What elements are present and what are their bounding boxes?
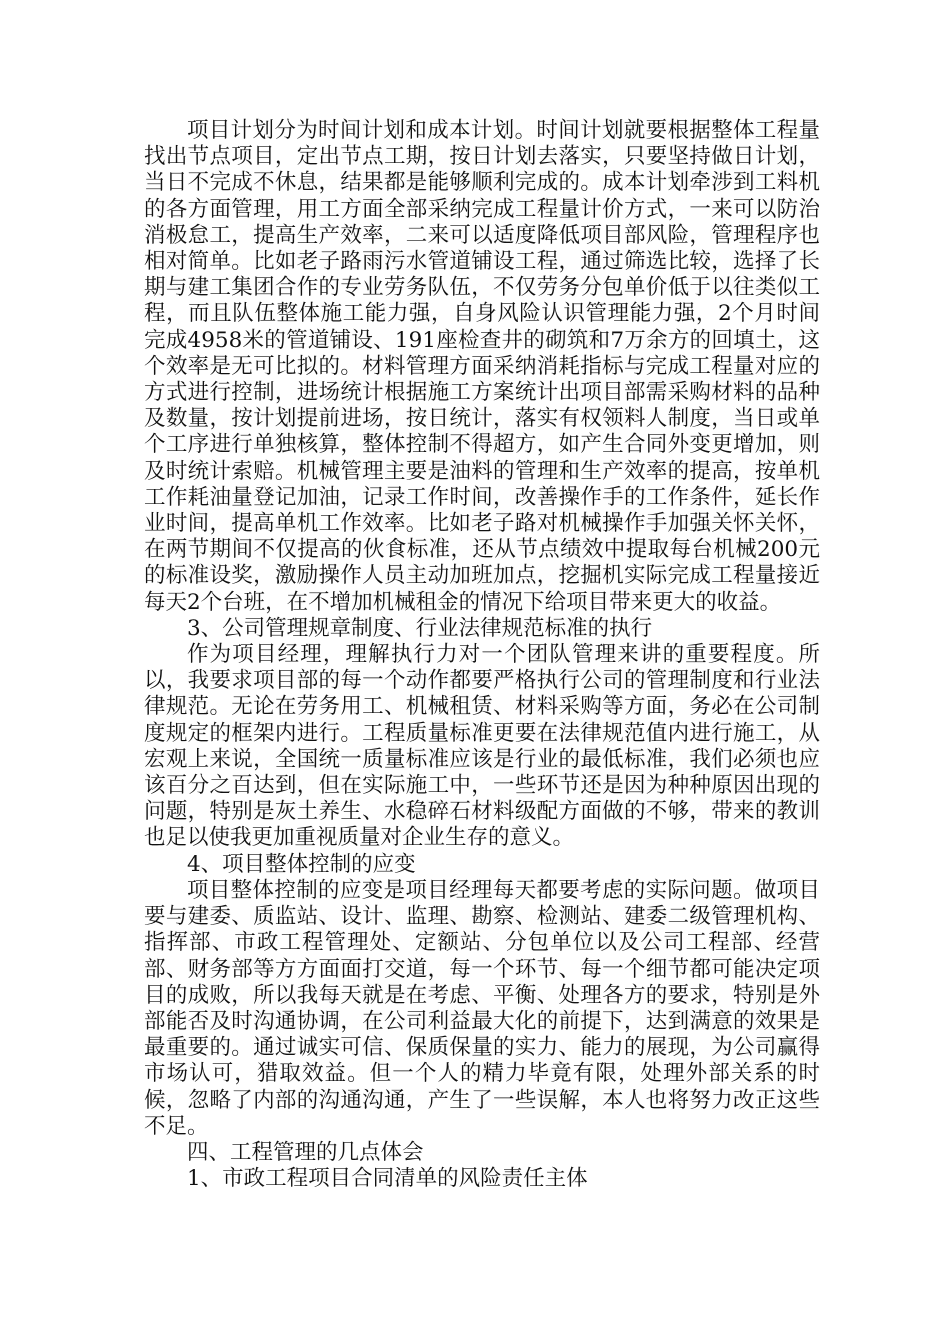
section-heading-overall-control: 4、项目整体控制的应变 — [187, 851, 416, 877]
chapter-heading-experience: 四、工程管理的几点体会 — [187, 1139, 424, 1165]
paragraph-regulations: 作为项目经理，理解执行力对一个团队管理来讲的重要程度。所以，我要求项目部的每一个动作都要严格执行公司的管理制度和行业法律规范。无论在劳务用工、机械租赁、材料采购等方面，务必在公司制度规定的框架内进行。工程质量标准更要在法律规范值内进行施工，从宏观上来说，全国统一质量标准应该是行业的最低标准，我们必须也应该百分之百达到，但在实际施工中，一些环节还是因为种种原因出现的问题，特别是灰土养生、水稳碎石材料级配方面做的不够，带来的教训也足以使我更加重视质量对企业生存的意义。 — [144, 642, 820, 851]
section-heading-regulations: 3、公司管理规章制度、行业法律规范标准的执行 — [187, 615, 653, 641]
paragraph-overall-control: 项目整体控制的应变是项目经理每天都要考虑的实际问题。做项目要与建委、质监站、设计、监理、勘察、检测站、建委二级管理机构、指挥部、市政工程管理处、定额站、分包单位以及公司工程部、经营部、财务部等方方面面打交道，每一个环节、每一个细节都可能决定项目的成败，所以我每天就是在考虑、平衡、处理各方的要求，特别是外部能否及时沟通协调，在公司利益最大化的前提下，达到满意的效果是最重要的。通过诚实可信、保质保量的实力、能力的展现，为公司赢得市场认可，猎取效益。但一个人的精力毕竟有限，处理外部关系的时候，忽略了内部的沟通沟通，产生了一些误解，本人也将努力改正这些不足。 — [144, 877, 820, 1139]
document-body — [144, 118, 820, 1192]
paragraph-project-planning: 项目计划分为时间计划和成本计划。时间计划就要根据整体工程量找出节点项目，定出节点工期，按日计划去落实，只要坚持做日计划，当日不完成不休息，结果都是能够顺利完成的。成本计划牵涉到工料机的各方面管理，用工方面全部采纳完成工程量计价方式，一来可以防治消极怠工，提高生产效率，二来可以适度降低项目部风险，管理程序也相对简单。比如老子路雨污水管道铺设工程，通过筛选比较，选择了长期与建工集团合作的专业劳务队伍，不仅劳务分包单价低于以往类似工程，而且队伍整体施工能力强，自身风险认识管理能力强，2个月时间完成4958米的管道铺设、191座检查井的砌筑和7万余方的回填土，这个效率是无可比拟的。材料管理方面采纳消耗指标与完成工程量对应的方式进行控制，进场统计根据施工方案统计出项目部需采购材料的品种及数量，按计划提前进场，按日统计，落实有权领料人制度，当日或单个工序进行单独核算，整体控制不得超方，如产生合同外变更增加，则及时统计索赔。机械管理主要是油料的管理和生产效率的提高，按单机工作耗油量登记加油，记录工作时间，改善操作手的工作条件，延长作业时间，提高单机工作效率。比如老子路对机械操作手加强关怀关怀，在两节期间不仅提高的伙食标准，还从节点绩效中提取每台机械200元的标准设奖，激励操作人员主动加班加点，挖掘机实际完成工程量接近每天2个台班，在不增加机械租金的情况下给项目带来更大的收益。 — [144, 118, 820, 615]
section-heading-contract-risk: 1、市政工程项目合同清单的风险责任主体 — [187, 1166, 588, 1192]
